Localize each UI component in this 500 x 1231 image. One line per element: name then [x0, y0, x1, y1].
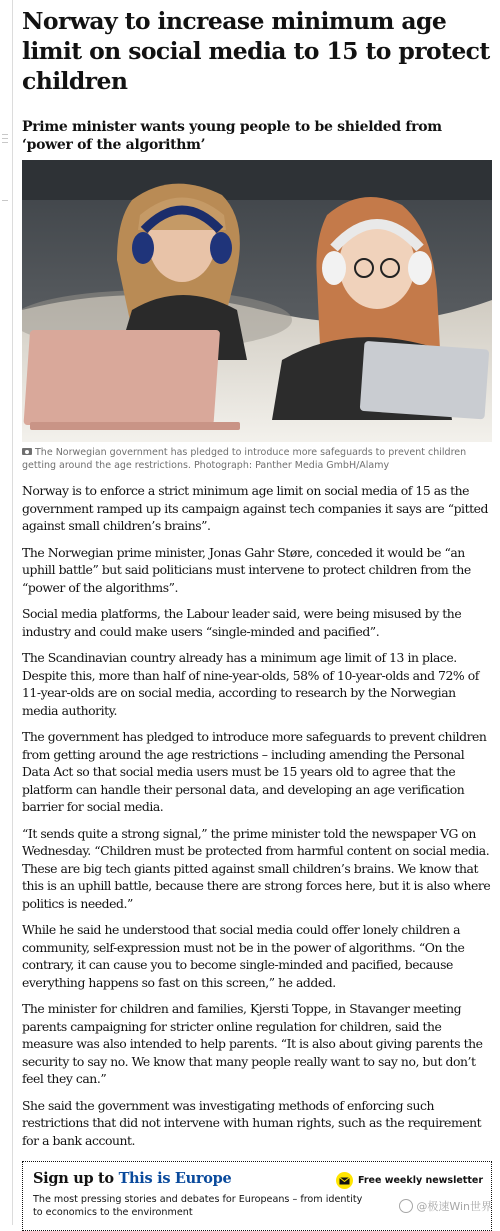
- edge-mark: [2, 134, 8, 135]
- newsletter-icon: [336, 1172, 353, 1189]
- watermark-text: @极速Win世界: [416, 1200, 492, 1213]
- edge-mark: [2, 138, 8, 139]
- watermark-logo-icon: [399, 1199, 413, 1213]
- edge-mark: [2, 142, 8, 143]
- paragraph: While he said he understood that social media could offer lonely children a community, self-expression must not be in the power of algorithms. “On the contrary, it can cause you to become single-minded and pacified, because everything happens so fast on this screen,” he added.: [22, 922, 465, 990]
- headline: Norway to increase minimum age limit on social media to 15 to protect children: [22, 7, 490, 95]
- newsletter-name[interactable]: This is Europe: [118, 1170, 232, 1187]
- paragraph: The Norwegian prime minister, Jonas Gahr Støre, conceded it would be “an uphill battle” but said politicians must intervene to protect children from the “power of the algorithms”.: [22, 544, 471, 595]
- paragraph: “It sends quite a strong signal,” the prime minister told the newspaper VG on Wednesday. “Children must be protected from harmful content on social media. These are big tech giants pitted against small children’s brains. We know that this is an uphill battle, because there are strong forces here, but it is also where politics is needed.”: [22, 825, 491, 911]
- standfirst: Prime minister wants young people to be shielded from ‘power of the algorithm’: [22, 119, 442, 153]
- article: [22, 0, 492, 1158]
- photo-caption: [22, 446, 492, 472]
- signup-prefix: Sign up to: [33, 1170, 119, 1187]
- paragraph: The Scandinavian country already has a minimum age limit of 13 in place. Despite this, more than half of nine-year-olds, 58% of 10-year-olds and 72% of 11-year-olds are on social media, according to research by the Norwegian media authority.: [22, 650, 479, 718]
- caption-text: The Norwegian government has pledged to introduce more safeguards to prevent children getting around the age restrictions. Photograph: Panther Media GmbH/Alamy: [22, 447, 467, 471]
- photo-illustration: [22, 160, 492, 442]
- paragraph: The government has pledged to introduce more safeguards to prevent children from getting around the age restrictions – including amending the Personal Data Act so that social media users must be 15 years old to agree that the platform can handle their personal data, and developing an age verification barrier for social media.: [22, 729, 487, 814]
- paragraph: She said the government was investigating methods of enforcing such restrictions that did not intervene with human rights, such as the requirement for a bank account.: [22, 1097, 482, 1148]
- badge-text: Free weekly newsletter: [357, 1175, 483, 1186]
- edge-mark: [2, 200, 8, 201]
- article-photo: [22, 160, 492, 442]
- camera-icon: [22, 448, 32, 455]
- newsletter-badge: [336, 1172, 483, 1189]
- article-body: [22, 482, 492, 1149]
- paragraph: Norway is to enforce a strict minimum age limit on social media of 15 as the government ramped up its campaign against tech companies it says are “pitted against small children’s brains”.: [22, 483, 488, 533]
- newsletter-signup[interactable]: [22, 1161, 492, 1231]
- watermark: [399, 1198, 492, 1214]
- page-edge-rule: [12, 0, 13, 1225]
- paragraph: The minister for children and families, Kjersti Toppe, in Stavanger meeting parents campaigning for stricter online regulation for children, said the measure was also intended to help parents. “It is also about giving parents the security to say no. We know that many people really want to say no, but don’t feel they can.”: [22, 1001, 483, 1086]
- paragraph: Social media platforms, the Labour leader said, were being misused by the industry and could make users “single-minded and pacified”.: [22, 606, 462, 639]
- signup-description: The most pressing stories and debates for Europeans – from identity to economics to the environment: [33, 1194, 363, 1218]
- signup-title[interactable]: [33, 1170, 231, 1187]
